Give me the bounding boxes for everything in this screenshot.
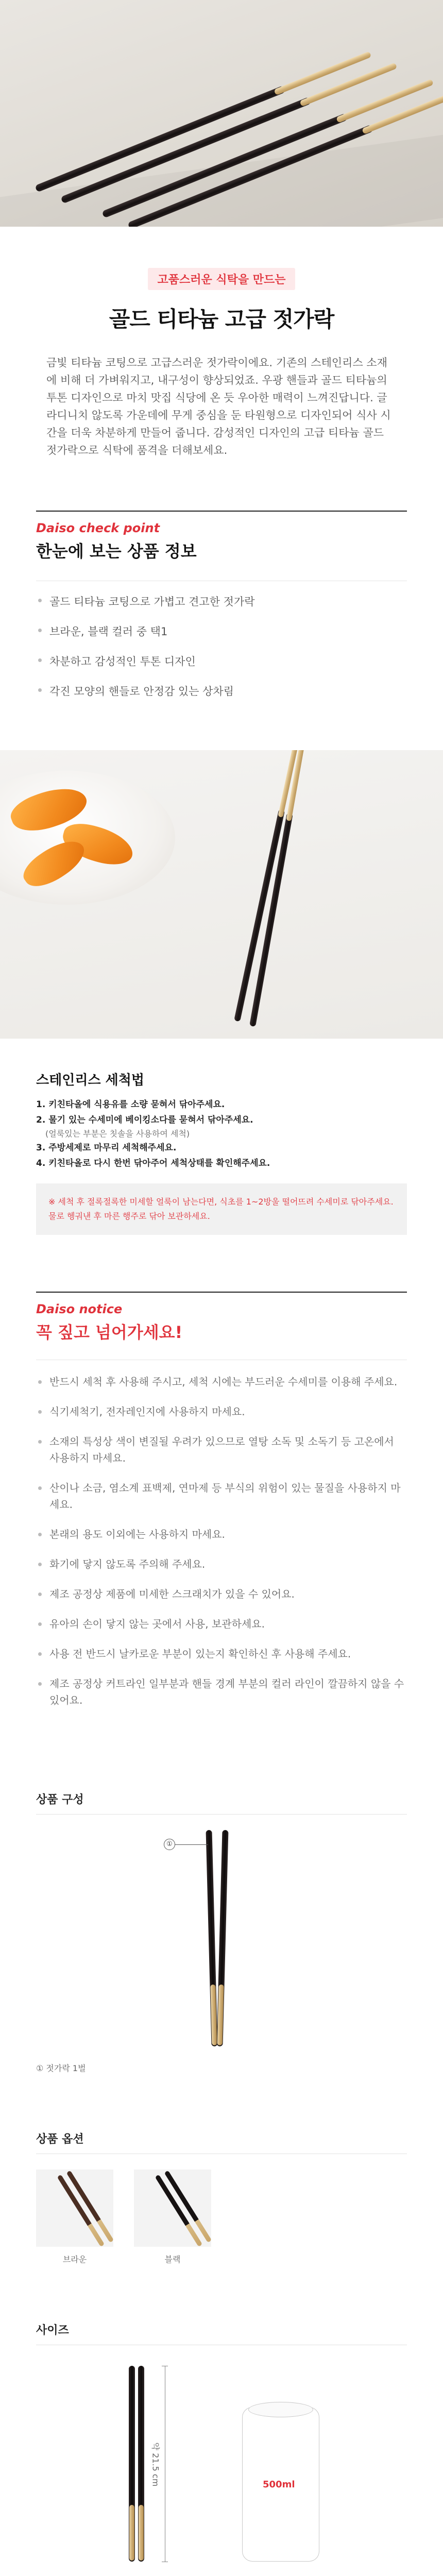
- option-list: [36, 2170, 407, 2265]
- composition-stage: [36, 1815, 407, 2057]
- composition-heading: 상품 구성: [36, 1793, 84, 1806]
- size-heading: 사이즈: [36, 2324, 69, 2337]
- option-stick: [66, 2171, 113, 2243]
- composition-section: [0, 1791, 443, 2074]
- cleaning-step-text: 2. 물기 있는 수세미에 베이킹소다를 묻혀서 닦아주세요.: [36, 1115, 253, 1125]
- option-label: 블랙: [164, 2255, 181, 2264]
- marker-line: [175, 1844, 208, 1845]
- intro-section: [0, 227, 443, 480]
- cleaning-step-note: (얼룩있는 부분은 칫솔을 사용하여 세척): [45, 1129, 190, 1139]
- option-stick: [155, 2175, 202, 2247]
- notice-item: 유아의 손이 닿지 않는 곳에서 사용, 보관하세요.: [36, 1616, 407, 1632]
- length-label: 약 21.5 cm: [150, 2442, 161, 2487]
- cleaning-step-text: 3. 주방세제로 마무리 세척해주세요.: [36, 1143, 177, 1153]
- notice-item: 소재의 특성상 색이 변질될 우려가 있으므로 열탕 소독 및 소독기 등 고온에서 사용하지 마세요.: [36, 1433, 407, 1466]
- lifestyle-chopstick-2: [249, 750, 305, 1027]
- cleaning-step: [36, 1112, 407, 1140]
- checkpoint-eyebrow: Daiso check point: [36, 521, 160, 535]
- notice-list: [36, 1360, 407, 1708]
- notice-item: 본래의 용도 이외에는 사용하지 마세요.: [36, 1526, 407, 1543]
- cleaning-step: [36, 1140, 407, 1156]
- notice-item: 화기에 닿지 않도록 주의해 주세요.: [36, 1556, 407, 1572]
- notice-section: [36, 1292, 407, 1708]
- option-brown[interactable]: [36, 2170, 113, 2265]
- checkpoint-section: [36, 511, 407, 699]
- checkpoint-item: 각진 모양의 핸들로 안정감 있는 상차림: [36, 683, 407, 699]
- notice-item: 반드시 세척 후 사용해 주시고, 세척 시에는 부드러운 수세미를 이용해 주세요.: [36, 1374, 407, 1390]
- product-description: 금빛 티타늄 코팅으로 고급스러운 젓가락이에요. 기존의 스테인리스 소재에 비해 더 가벼워지고, 내구성이 향상되었죠. 우광 핸들과 골드 티타늄의 투톤 디자인으로 마치 맛집 식당에 온 듯 우아한 매력이 느껴진답니다. 글라디니치 않도록 가운데에 무게 중심을 둔 타원형으로 디자인되어 식사 시간을 더욱 차분하게 만들어 줍니다. 감성적인 디자인의 고급 티타늄 골드 젓가락으로 식탁에 품격을 더해보세요.: [46, 357, 391, 456]
- cleaning-step-text: 1. 키친타올에 식용유를 소량 묻혀서 닦아주세요.: [36, 1099, 225, 1110]
- composition-chopstick-left: [206, 1830, 218, 2046]
- cleaning-step: [36, 1097, 407, 1112]
- can-volume-label: 500ml: [263, 2479, 295, 2490]
- checkpoint-item: 골드 티타늄 코팅으로 가볍고 견고한 젓가락: [36, 594, 407, 609]
- notice-item: 식기세척기, 전자레인지에 사용하지 마세요.: [36, 1403, 407, 1420]
- option-label: 브라운: [62, 2255, 87, 2264]
- notice-eyebrow: Daiso notice: [36, 1302, 123, 1316]
- reference-can-top: [248, 2402, 313, 2417]
- option-brown-image: [36, 2170, 113, 2247]
- composition-chopstick-right: [217, 1830, 229, 2046]
- lifestyle-chopstick-1: [234, 750, 300, 1022]
- notice-title: 꼭 짚고 넘어가세요!: [36, 1323, 183, 1342]
- cleaning-method-section: [36, 1070, 407, 1235]
- size-chopstick-left: [129, 2366, 135, 2562]
- cleaning-step: [36, 1156, 407, 1171]
- cleaning-warning: ※ 세척 후 절록절록한 미세할 얼룩이 남는다면, 식초를 1~2방울 떨어뜨려 수세미로 닦아주세요. 물로 헹궈낸 후 마른 행주로 닦아 보관하세요.: [48, 1197, 394, 1221]
- intro-tag: 고품스러운 식탁을 만드는: [148, 268, 295, 290]
- notice-item: 제조 공정상 커트라인 일부분과 핸들 경계 부분의 컬러 라인이 깔끔하지 않을 수 있어요.: [36, 1675, 407, 1708]
- size-section: [0, 2321, 443, 2576]
- checkpoint-title: 한눈에 보는 상품 정보: [36, 541, 197, 561]
- option-stick: [57, 2175, 105, 2247]
- cleaning-warning-box: [36, 1183, 407, 1235]
- option-black-image: [134, 2170, 211, 2247]
- checkpoint-list: [36, 581, 407, 699]
- cleaning-title: 스테인리스 세척법: [36, 1073, 144, 1088]
- notice-item: 사용 전 반드시 날카로운 부분이 있는지 확인하신 후 사용해 주세요.: [36, 1646, 407, 1662]
- product-title: 골드 티타늄 고급 젓가락: [109, 307, 334, 332]
- cleaning-steps: [36, 1097, 407, 1171]
- option-black[interactable]: [134, 2170, 211, 2265]
- composition-caption: ① 젓가락 1벌: [36, 2063, 86, 2073]
- notice-item: 제조 공정상 제품에 미세한 스크래치가 있을 수 있어요.: [36, 1586, 407, 1602]
- size-chopstick-right: [138, 2366, 144, 2562]
- lifestyle-photo: [0, 750, 443, 1039]
- checkpoint-item: 브라운, 블랙 컬러 중 택1: [36, 623, 407, 639]
- notice-item: 산이나 소금, 염소계 표백제, 연마제 등 부식의 위험이 있는 물질을 사용하지 마세요.: [36, 1480, 407, 1513]
- composition-marker: ①: [164, 1839, 175, 1850]
- option-stick: [164, 2171, 211, 2243]
- options-section: [0, 2130, 443, 2265]
- size-stage: [36, 2345, 407, 2576]
- hero-product-photo: [0, 0, 443, 227]
- checkpoint-item: 차분하고 감성적인 투톤 디자인: [36, 653, 407, 669]
- options-heading: 상품 옵션: [36, 2133, 84, 2146]
- cleaning-step-text: 4. 키친타올로 다시 한번 닦아주어 세척상태를 확인해주세요.: [36, 1158, 270, 1168]
